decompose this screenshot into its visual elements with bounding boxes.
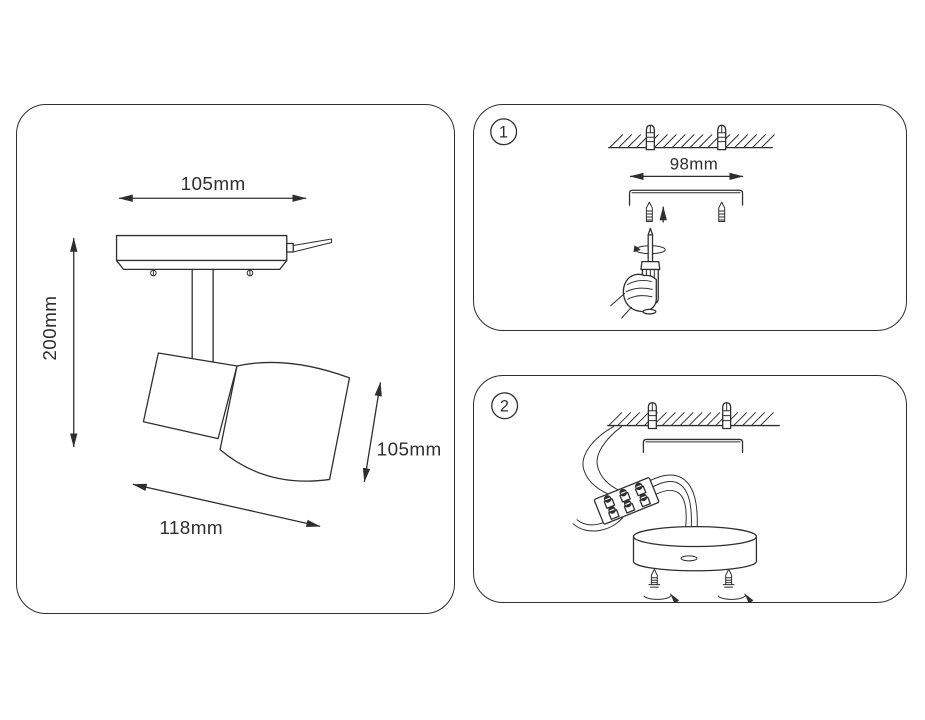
ceiling-hatch [609, 135, 775, 148]
step-number-badge [491, 119, 517, 145]
screw-icon [646, 202, 652, 221]
dimensions-panel [16, 104, 455, 614]
ceiling-hatch [608, 413, 779, 426]
rotation-arrow-icon [644, 594, 671, 599]
step2-drawing [474, 376, 906, 602]
power-cable-icon [287, 239, 332, 252]
step1-drawing [474, 105, 906, 330]
step1-panel [473, 104, 907, 331]
mounting-bracket [643, 439, 742, 452]
head-length-label: 118mm [159, 518, 224, 540]
canopy-screw-icon [151, 270, 157, 276]
mounting-bracket [630, 190, 743, 205]
spot-head [143, 353, 349, 481]
wall-anchor-icon [723, 403, 731, 429]
hand-icon [611, 274, 657, 318]
canopy-plate [117, 236, 332, 276]
step-number-badge [492, 393, 518, 419]
wall-anchor-icon [718, 125, 726, 149]
spot-head-back [143, 353, 237, 439]
step-number: 1 [498, 123, 509, 142]
screw-icon [649, 569, 660, 587]
lamp-dimension-drawing [17, 105, 454, 613]
wall-anchor-icon [646, 125, 654, 149]
step2-panel [473, 375, 907, 603]
screw-icon [723, 569, 734, 587]
screw-icon [719, 202, 725, 221]
head-height-label: 105mm [376, 439, 442, 461]
canopy-screw-icon [247, 270, 253, 276]
spot-head-shade [220, 362, 349, 481]
mains-wire [583, 427, 622, 496]
hole-spacing-label: 98mm [669, 154, 719, 174]
rotation-arrow-icon [718, 594, 745, 599]
overall-height-label: 200mm [39, 295, 61, 361]
step-number: 2 [499, 397, 510, 416]
canopy-width-label: 105mm [180, 173, 246, 195]
canopy-base [634, 527, 757, 571]
wall-anchor-icon [648, 403, 656, 429]
lamp-stem [192, 269, 213, 363]
terminal-block-icon [594, 477, 659, 524]
dimension-arrow-head-height [364, 383, 380, 482]
